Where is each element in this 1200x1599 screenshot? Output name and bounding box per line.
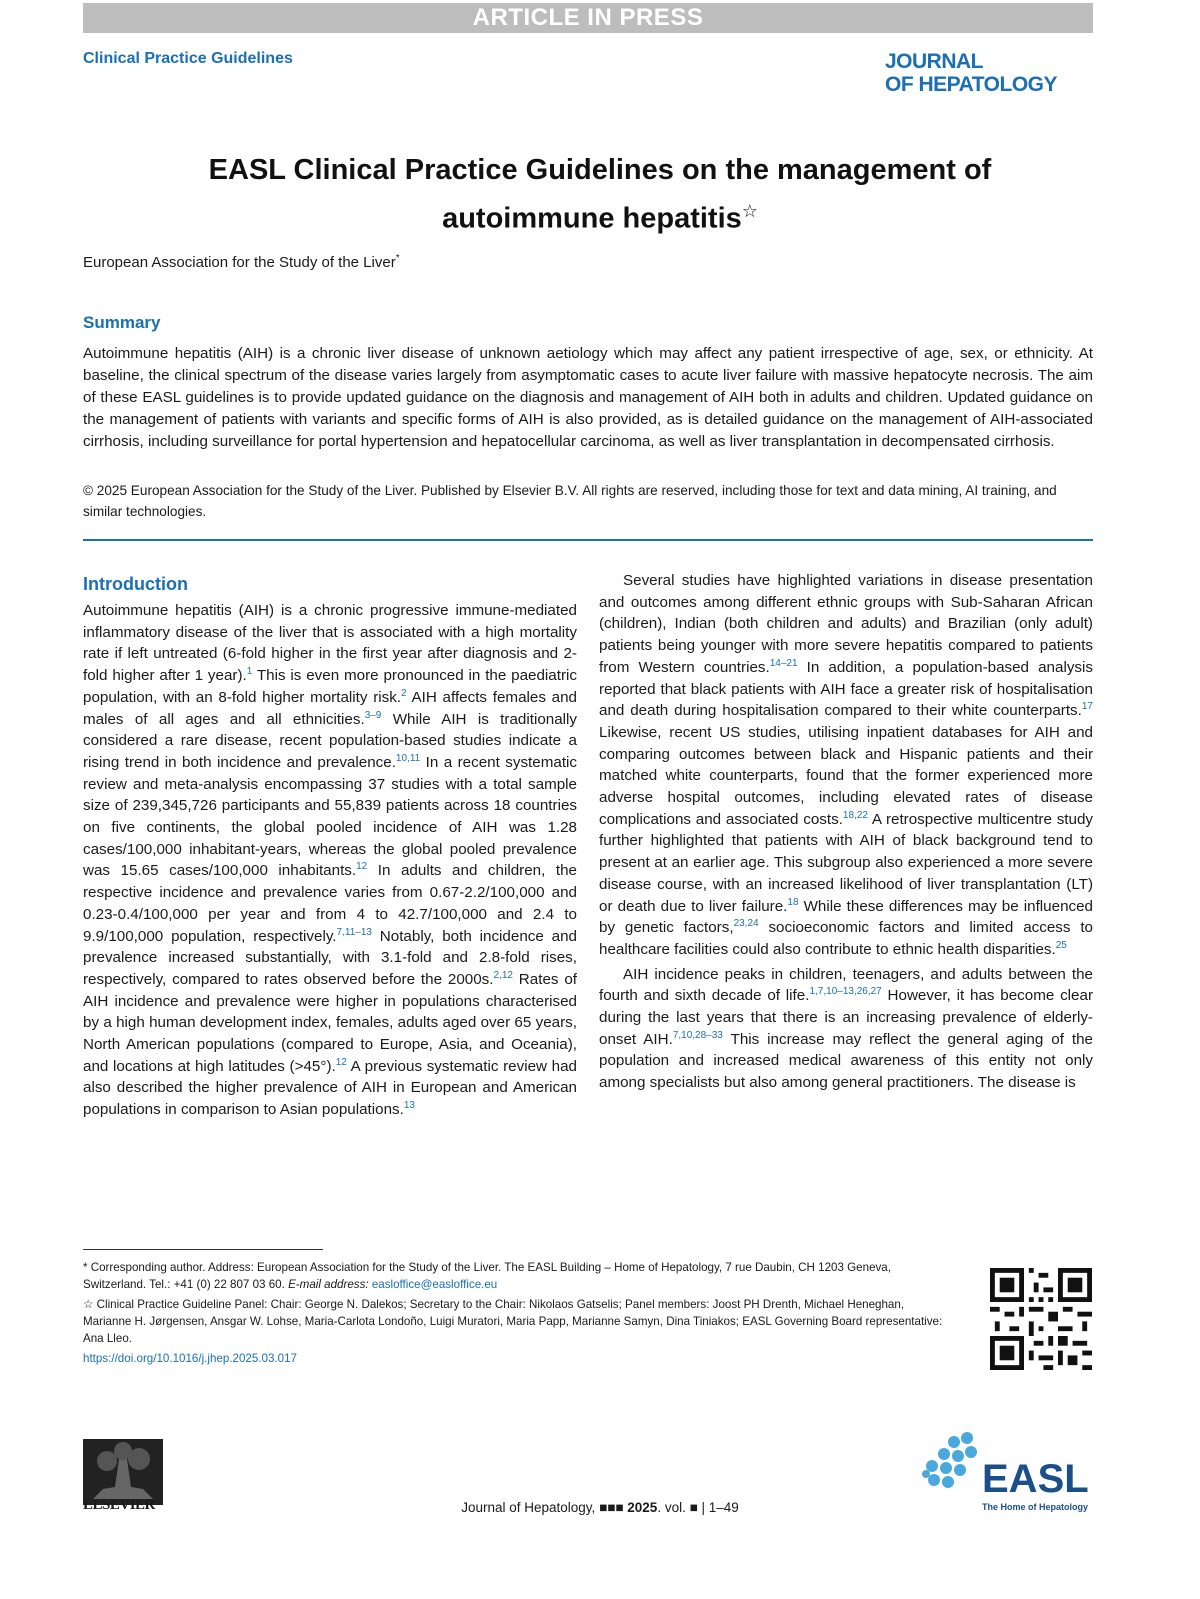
citation[interactable]: 17 (1081, 701, 1093, 713)
right-column (599, 570, 1093, 1094)
qr-code[interactable] (990, 1268, 1092, 1370)
title-line1: EASL Clinical Practice Guidelines on the management of (208, 154, 992, 186)
elsevier-wordmark: ELSEVIER (83, 1497, 155, 1513)
easl-logo (920, 1428, 1095, 1520)
citation[interactable]: 1,7,10–13,26,27 (809, 986, 882, 998)
introduction-heading: Introduction (83, 574, 188, 594)
author-name: European Association for the Study of the Liver (83, 254, 396, 271)
citation[interactable]: 1 (246, 666, 253, 678)
author-footnote-mark[interactable]: * (395, 253, 400, 264)
citation[interactable]: 13 (403, 1100, 415, 1112)
citation[interactable]: 7,11–13 (336, 926, 372, 938)
copyright-notice: © 2025 European Association for the Study of the Liver. Published by Elsevier B.V. All rights are reserved, including those for text and data mining, AI training, and similar technologies. (83, 483, 1057, 519)
citation[interactable]: 10,11 (395, 752, 421, 764)
citation[interactable]: 7,10,28–33 (672, 1029, 723, 1041)
intro-paragraph-3: AIH incidence peaks in children, teenagers, and adults between the fourth and sixth decade of life.$^{1,7,10-13,26,27}$ However, it has become clear during the last years that there is an increasing prevalence of elderly-onset AIH.$^{7,10,28-33}$ This increase may reflect the general aging of the population and increased medical awareness of this entity not only among specialists but also among general practitioners. The disease is (599, 965, 1093, 1092)
summary-text: Autoimmune hepatitis (AIH) is a chronic liver disease of unknown aetiology which may affect any patient irrespective of age, sex, or ethnicity. At baseline, the clinical spectrum of the disease varies largely from asymptomatic cases to acute liver failure with massive hepatocyte necrosis. The aim of these EASL guidelines is to provide updated guidance on the diagnosis and management of AIH both in adults and children. Updated guidance on the management of patients with variants and specific forms of AIH is also provided, as is detailed guidance on the management of AIH-associated cirrhosis, including surveillance for portal hypertension and hepatocellular carcinoma, as well as liver transplantation in decompensated cirrhosis. (83, 345, 1093, 450)
citation[interactable]: 14–21 (769, 657, 798, 669)
intro-paragraph-2: Several studies have highlighted variations in disease presentation and outcomes among different ethnic groups with Sub-Saharan African (children), Indian (both children and adults) and Brazilian (only adult) patients being younger with more severe hepatitis compared to patients from Western countries.$^{14-21}$ In addition, a population-based analysis reported that black patients with AIH face a greater risk of hospitalisation and death during hospitalisation compared to their white counterparts.$^{17}$ Likewise, recent US studies, utilising inpatient databases for AIH and comparing outcomes between black and Hispanic patients and their matched white counterparts, found that the former experienced more adverse hospital outcomes, including elevated rates of disease complications and associated costs.$^{18,22}$ A retrospective multicentre study further highlighted that patients with AIH of black background tend to present at an earlier age. This subgroup also experienced a more severe disease course, with an increased likelihood of liver transplantation (LT) or death due to liver failure.$^{18}$ While these differences may be influenced by genetic factors,$^{23,24}$ socioeconomic factors and limited access to healthcare facilities could also contribute to ethnic health disparities.$^{25}$ (599, 572, 1094, 958)
author-line (83, 253, 400, 271)
citation[interactable]: 23,24 (733, 918, 759, 930)
footnote-divider (83, 1249, 323, 1250)
left-column (83, 572, 577, 1121)
title-footnote-mark[interactable]: ☆ (741, 201, 758, 221)
panel-note: ☆ Clinical Practice Guideline Panel: Chair: George N. Dalekos; Secretary to the Chair: Nikolaos Gatselis; Panel members: Joost PH Drenth, Michael Heneghan, Marianne H. Jørgensen, Ansgar W. Lohse, Maria-Carlota Londoño, Luigi Muratori, Maria Papp, Marianne Samyn, Dina Tiniakos; EASL Governing Board representative: Ana Lleo. (83, 1298, 943, 1345)
citation[interactable]: 25 (1055, 939, 1067, 951)
summary-heading: Summary (83, 313, 161, 332)
doi-link[interactable]: https://doi.org/10.1016/j.jhep.2025.03.017 (83, 1352, 298, 1365)
article-in-press-banner: ARTICLE IN PRESS (83, 3, 1093, 33)
corresponding-author-note: * Corresponding author. Address: European Association for the Study of the Liver. The EASL Building – Home of Hepatology, 7 rue Daubin, CH 1203 Geneva, Switzerland. Tel.: +41 (0) 22 807 03 60. E-mail address: easloffice@easloffice.eu (83, 1261, 891, 1291)
journal-citation-footer: Journal of Hepatology, ■■■ 2025. vol. ■ | 1–49 (461, 1500, 739, 1515)
email-link[interactable]: easloffice@easloffice.eu (371, 1278, 498, 1291)
section-label[interactable]: Clinical Practice Guidelines (83, 50, 293, 67)
easl-tagline: The Home of Hepatology (982, 1502, 1089, 1512)
journal-logo-line2: OF HEPATOLOGY (885, 73, 1058, 96)
journal-logo (885, 50, 1057, 96)
section-divider (83, 539, 1093, 541)
intro-paragraph-1: Autoimmune hepatitis (AIH) is a chronic progressive immune-mediated inflammatory disease of the liver that is associated with a high mortality rate if left untreated (6-fold higher in the first year after diagnosis and 2-fold higher after 1 year).$^1$ This is even more pronounced in the paediatric population, with an 8-fold higher mortality risk.$^2$ AIH affects females and males of all ages and all ethnicities.$^{3-9}$ While AIH is traditionally considered a rare disease, recent population-based studies indicate a rising trend in both incidence and prevalence.$^{10,11}$ In a recent systematic review and meta-analysis encompassing 37 studies with a total sample size of 239,345,726 participants and 55,839 patients across 18 countries on five continents, the global pooled incidence of AIH was 1.28 cases/100,000 inhabitant-years, whereas the global pooled prevalence was 15.65 cases/100,000 inhabitants.$^{12}$ In adults and children, the respective incidence and prevalence varies from 0.67-2.2/100,000 and 0.23-0.4/100,000 per year and from 4 to 42.7/100,000 and 2.4 to 9.9/100,000 population, respectively.$^{7,11-13}$ Notably, both incidence and prevalence increased substantially, with 3.1-fold and 2.8-fold rises, respectively, compared to rates observed before the 2000s.$^{2,12}$ Rates of AIH incidence and prevalence were higher in populations characterised by a high human development index, females, adults aged over 65 years, North American populations (compared to Europe, Asia, and Oceania), and locations at high latitudes (>45°).$^{12}$ A previous systematic review had also described the higher prevalence of AIH in European and American populations in comparison to Asian populations.$^{13}$ (83, 602, 578, 1119)
citation[interactable]: 12 (356, 861, 368, 873)
easl-wordmark: EASL (982, 1457, 1089, 1501)
footnotes (83, 1259, 953, 1370)
citation[interactable]: 12 (335, 1056, 347, 1068)
article-title (100, 150, 1100, 240)
journal-logo-line1: JOURNAL (885, 50, 984, 73)
citation[interactable]: 2,12 (493, 969, 513, 981)
citation[interactable]: 2 (401, 687, 407, 699)
citation[interactable]: 3–9 (364, 709, 382, 721)
title-line2: autoimmune hepatitis (442, 202, 742, 235)
citation[interactable]: 18,22 (842, 809, 868, 821)
citation[interactable]: 18 (787, 896, 799, 908)
